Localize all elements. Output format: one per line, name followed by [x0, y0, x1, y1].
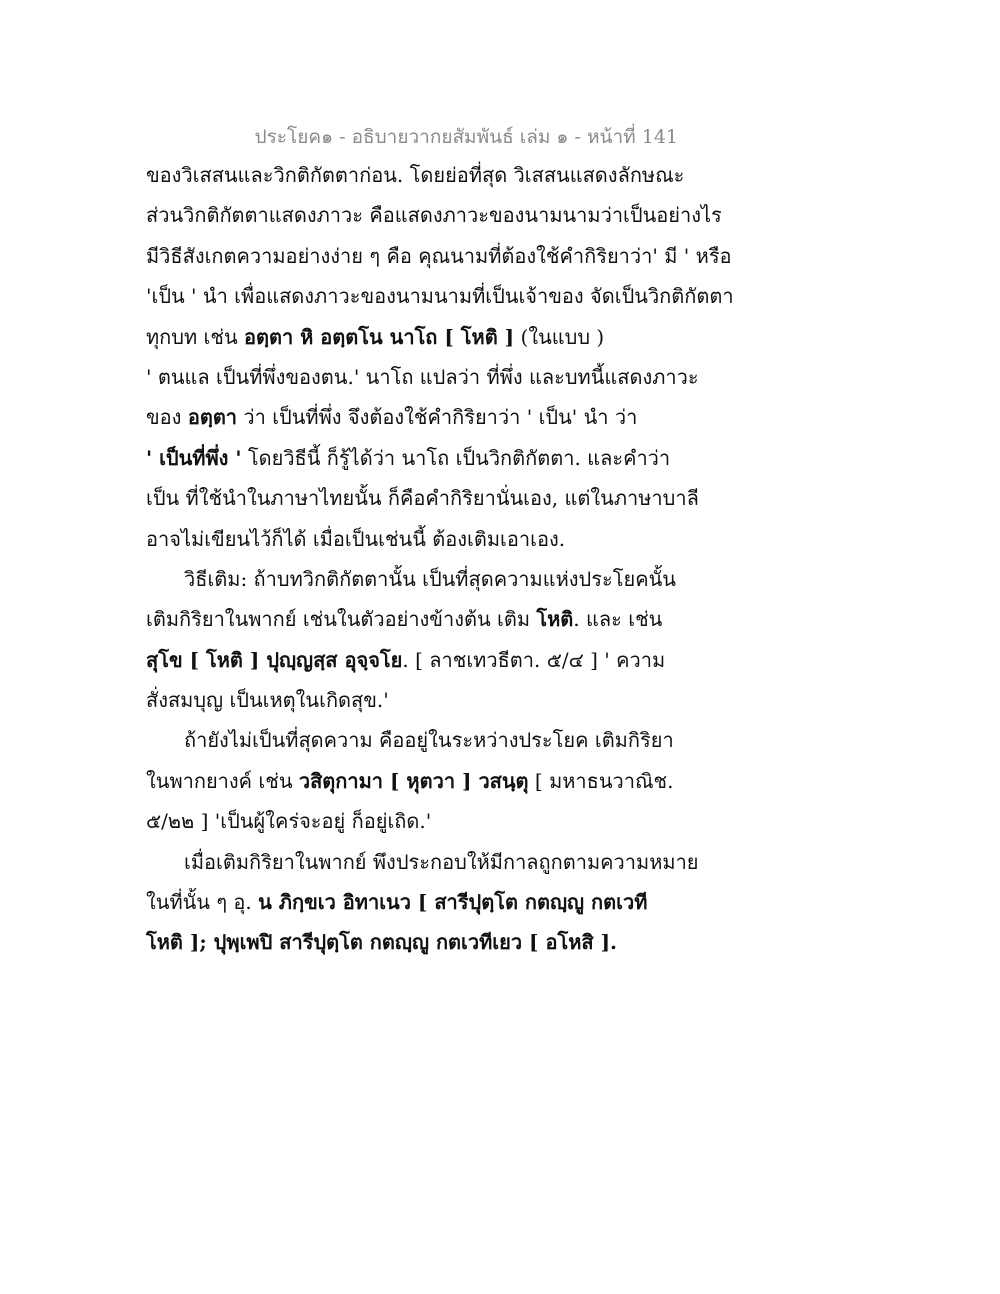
- text-line: มีวิธีสังเกตความอย่างง่าย ๆ คือ คุณนามที่ต้องใช้คำกิริยาว่า' มี ' หรือ: [146, 243, 732, 268]
- text-line: [146, 640, 706, 680]
- text-line: 'เป็น ' นำ เพื่อแสดงภาวะของนามนามที่เป็นเจ้าของ จัดเป็นวิกติกัตตา: [146, 284, 734, 309]
- text-line: [146, 397, 706, 437]
- text-line: วิธีเติม: ถ้าบทวิกติกัตตานั้น เป็นที่สุดความแห่งประโยคนั้น: [184, 566, 676, 591]
- plain-text: . [ ลาชเทวธีตา. ๕/๔ ] ' ความ: [402, 647, 666, 672]
- text-line: ๕/๒๒ ] 'เป็นผู้ใคร่จะอยู่ ก็อยู่เถิด.': [146, 809, 432, 834]
- pali-phrase: สุโข [ โหติ ] ปุญฺญสฺส อุจฺจโย: [146, 647, 403, 672]
- text-line: [146, 599, 706, 639]
- text-line: เป็น ที่ใช้นำในภาษาไทยนั้น ก็คือคำกิริยานั่นเอง, แต่ในภาษาบาลี: [146, 486, 699, 511]
- body-text: [146, 155, 734, 963]
- text-line: [146, 922, 706, 962]
- text-line: อาจไม่เขียนไว้ก็ได้ เมื่อเป็นเช่นนี้ ต้องเติมเอาเอง.: [146, 526, 566, 551]
- text-line: เมื่อเติมกิริยาในพากย์ พึงประกอบให้มีกาลถูกตามความหมาย: [184, 849, 699, 874]
- pali-phrase: วสิตุกามา [ หุตวา ] วสนฺตุ: [298, 768, 529, 793]
- plain-text: ในพากยางค์ เช่น: [146, 768, 299, 793]
- text-line: [146, 761, 706, 801]
- plain-text: ว่า เป็นที่พึ่ง จึงต้องใช้คำกิริยาว่า ' เป็น' นำ ว่า: [237, 405, 638, 430]
- pali-phrase: โหติ: [536, 607, 574, 632]
- plain-text: ของ: [146, 405, 188, 430]
- plain-text: . และ เช่น: [573, 607, 663, 632]
- text-line: [146, 317, 706, 357]
- pali-phrase: อตฺตา หิ อตฺตโน นาโถ [ โหติ ]: [243, 324, 515, 349]
- plain-text: โดยวิธีนี้ ก็รู้ได้ว่า นาโถ เป็นวิกติกัตตา. และคำว่า: [241, 445, 671, 470]
- plain-text: [ มหาธนวาณิช.: [528, 768, 674, 793]
- plain-text: เติมกิริยาในพากย์ เช่นในตัวอย่างข้างต้น เติม: [146, 607, 537, 632]
- emphasis-phrase: ' เป็นที่พึ่ง ': [146, 445, 242, 470]
- plain-text: ทุกบท เช่น: [146, 324, 244, 349]
- pali-phrase: น ภิกฺขเว อิทาเนว [ สารีปุตฺโต กตญฺญู กตเวที: [258, 890, 648, 915]
- text-line: ถ้ายังไม่เป็นที่สุดความ คืออยู่ในระหว่างประโยค เติมกิริยา: [184, 728, 674, 753]
- text-line: ส่วนวิกติกัตตาแสดงภาวะ คือแสดงภาวะของนามนามว่าเป็นอย่างไร: [146, 203, 722, 228]
- text-line: [146, 882, 706, 922]
- text-line: [146, 438, 706, 478]
- pali-phrase: โหติ ]; ปุพฺเพปิ สารีปุตฺโต กตญฺญู กตเวทีเยว [ อโหสิ ].: [146, 930, 617, 955]
- plain-text: (ในแบบ ): [514, 324, 605, 349]
- text-line: ของวิเสสนและวิกติกัตตาก่อน. โดยย่อที่สุด วิเสสนแสดงลักษณะ: [146, 163, 685, 187]
- pali-phrase: อตฺตา: [187, 405, 238, 430]
- plain-text: ในที่นั้น ๆ อุ.: [146, 890, 259, 915]
- running-header: ประโยค๑ - อธิบายวากยสัมพันธ์ เล่ม ๑ - หน้าที่ 141: [254, 126, 678, 148]
- text-line: สั่งสมบุญ เป็นเหตุในเกิดสุข.': [146, 688, 389, 713]
- text-line: ' ตนแล เป็นที่พึ่งของตน.' นาโถ แปลว่า ที่พึ่ง และบทนี้แสดงภาวะ: [146, 364, 699, 389]
